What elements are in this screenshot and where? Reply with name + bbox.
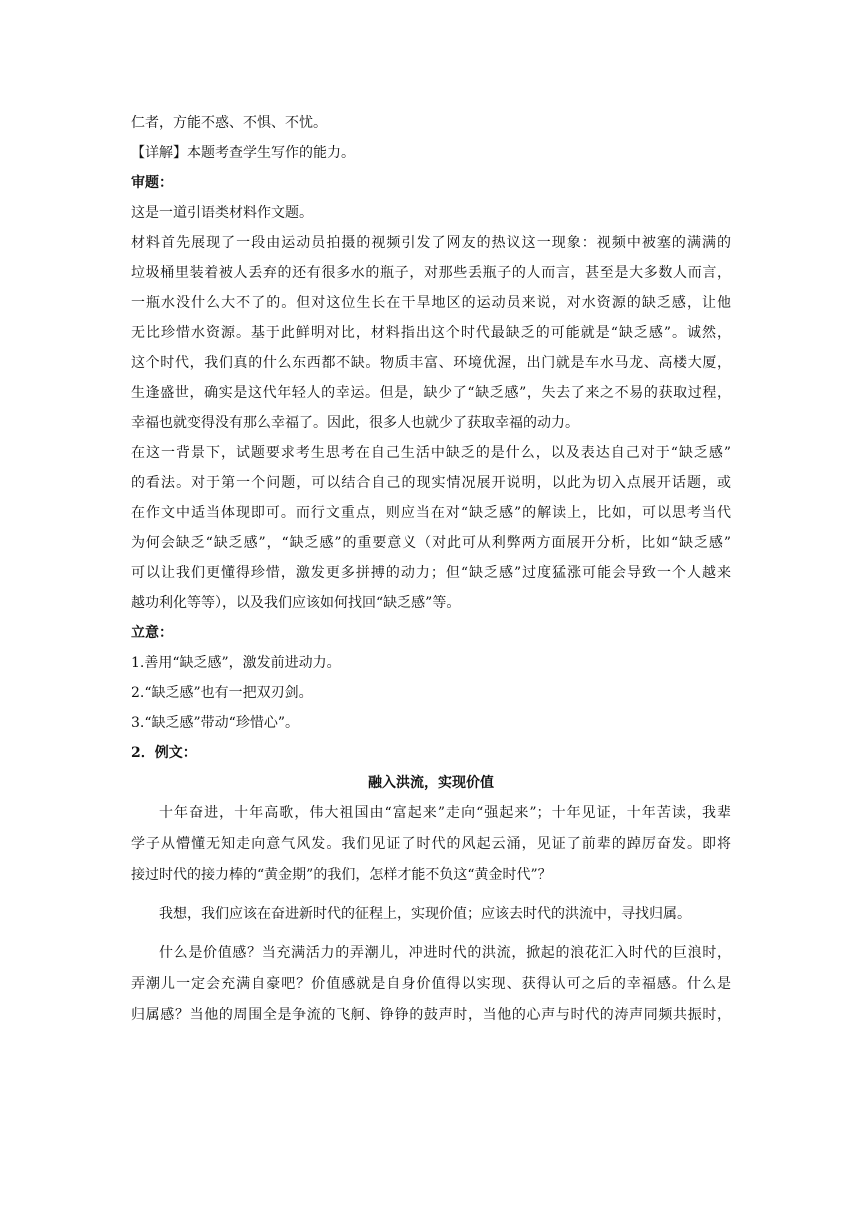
paragraph-line: 的看法。对于第一个问题，可以结合自己的现实情况展开说明，以此为切入点展开话题，或 <box>131 475 731 491</box>
essay-line: 学子从懵懂无知走向意气风发。我们见证了时代的风起云涌，见证了前辈的踔厉奋发。即将 <box>131 836 731 852</box>
document-page <box>131 108 731 1031</box>
essay-line: 归属感？当他的周围全是争流的飞舸、铮铮的鼓声时，当他的心声与时代的涛声同频共振时， <box>131 1007 731 1023</box>
essay-paragraph-1 <box>131 798 731 891</box>
paragraph-line: 为何会缺乏“缺乏感”，“缺乏感”的重要意义（对此可从利弊两方面展开分析，比如“缺乏感” <box>131 535 731 551</box>
liyi-item: 3.“缺乏感”带动“珍惜心”。 <box>131 715 299 731</box>
essay-line: 弄潮儿一定会充满自豪吧？价值感就是自身价值得以实现、获得认可之后的幸福感。什么是 <box>131 976 731 992</box>
essay-line: 什么是价值感？当充满活力的弄潮儿，冲进时代的洪流，掀起的浪花汇入时代的巨浪时， <box>159 945 731 961</box>
paragraph-line: 材料首先展现了一段由运动员拍摄的视频引发了网友的热议这一现象：视频中被塞的满满的 <box>131 235 731 251</box>
paragraph-material-analysis <box>131 228 731 438</box>
paragraph-line: 这个时代，我们真的什么东西都不缺。物质丰富、环境优渥，出门就是车水马龙、高楼大厦， <box>131 355 731 371</box>
heading-shenti: 审题： <box>131 175 173 191</box>
paragraph-line: 幸福也就变得没有那么幸福了。因此，很多人也就少了获取幸福的动力。 <box>131 415 579 431</box>
heading-liwen: 2．例文： <box>131 745 197 761</box>
essay-line: 接过时代的接力棒的“黄金期”的我们，怎样才能不负这“黄金时代”？ <box>131 867 552 883</box>
paragraph-line: 垃圾桶里装着被人丢弃的还有很多水的瓶子，对那些丢瓶子的人而言，甚至是大多数人而言， <box>131 265 731 281</box>
essay-paragraph-3 <box>131 938 731 1031</box>
paragraph-line: 生逢盛世，确实是这代年轻人的幸运。但是，缺少了“缺乏感”，失去了来之不易的获取过程， <box>131 385 731 401</box>
paragraph-line: 无比珍惜水资源。基于此鲜明对比，材料指出这个时代最缺乏的可能就是“缺乏感”。诚然， <box>131 325 731 341</box>
heading-liyi: 立意： <box>131 625 173 641</box>
essay-line: 十年奋进，十年高歌，伟大祖国由“富起来”走向“强起来”；十年见证，十年苦读，我辈 <box>159 805 731 821</box>
intro-line: 仁者，方能不惑、不惧、不忧。 <box>131 115 327 131</box>
essay-paragraph-2 <box>131 899 731 930</box>
essay-line: 我想，我们应该在奋进新时代的征程上，实现价值；应该去时代的洪流中，寻找归属。 <box>159 906 691 922</box>
shenti-line: 这是一道引语类材料作文题。 <box>131 205 313 221</box>
essay-title: 融入洪流，实现价值 <box>368 775 494 791</box>
paragraph-line: 在这一背景下，试题要求考生思考在自己生活中缺乏的是什么，以及表达自己对于“缺乏感” <box>131 445 731 461</box>
paragraph-requirements <box>131 438 731 618</box>
paragraph-line: 越功利化等等），以及我们应该如何找回“缺乏感”等。 <box>131 595 461 611</box>
liyi-item: 1.善用“缺乏感”，激发前进动力。 <box>131 655 341 671</box>
paragraph-line: 可以让我们更懂得珍惜，激发更多拼搏的动力；但“缺乏感”过度猛涨可能会导致一个人越来 <box>131 565 731 581</box>
paragraph-line: 一瓶水没什么大不了的。但对这位生长在干旱地区的运动员来说，对水资源的缺乏感，让他 <box>131 295 731 311</box>
liyi-item: 2.“缺乏感”也有一把双刃剑。 <box>131 685 313 701</box>
paragraph-line: 在作文中适当体现即可。而行文重点，则应当在对“缺乏感”的解读上，比如，可以思考当代 <box>131 505 731 521</box>
detail-line: 【详解】本题考查学生写作的能力。 <box>131 145 355 161</box>
